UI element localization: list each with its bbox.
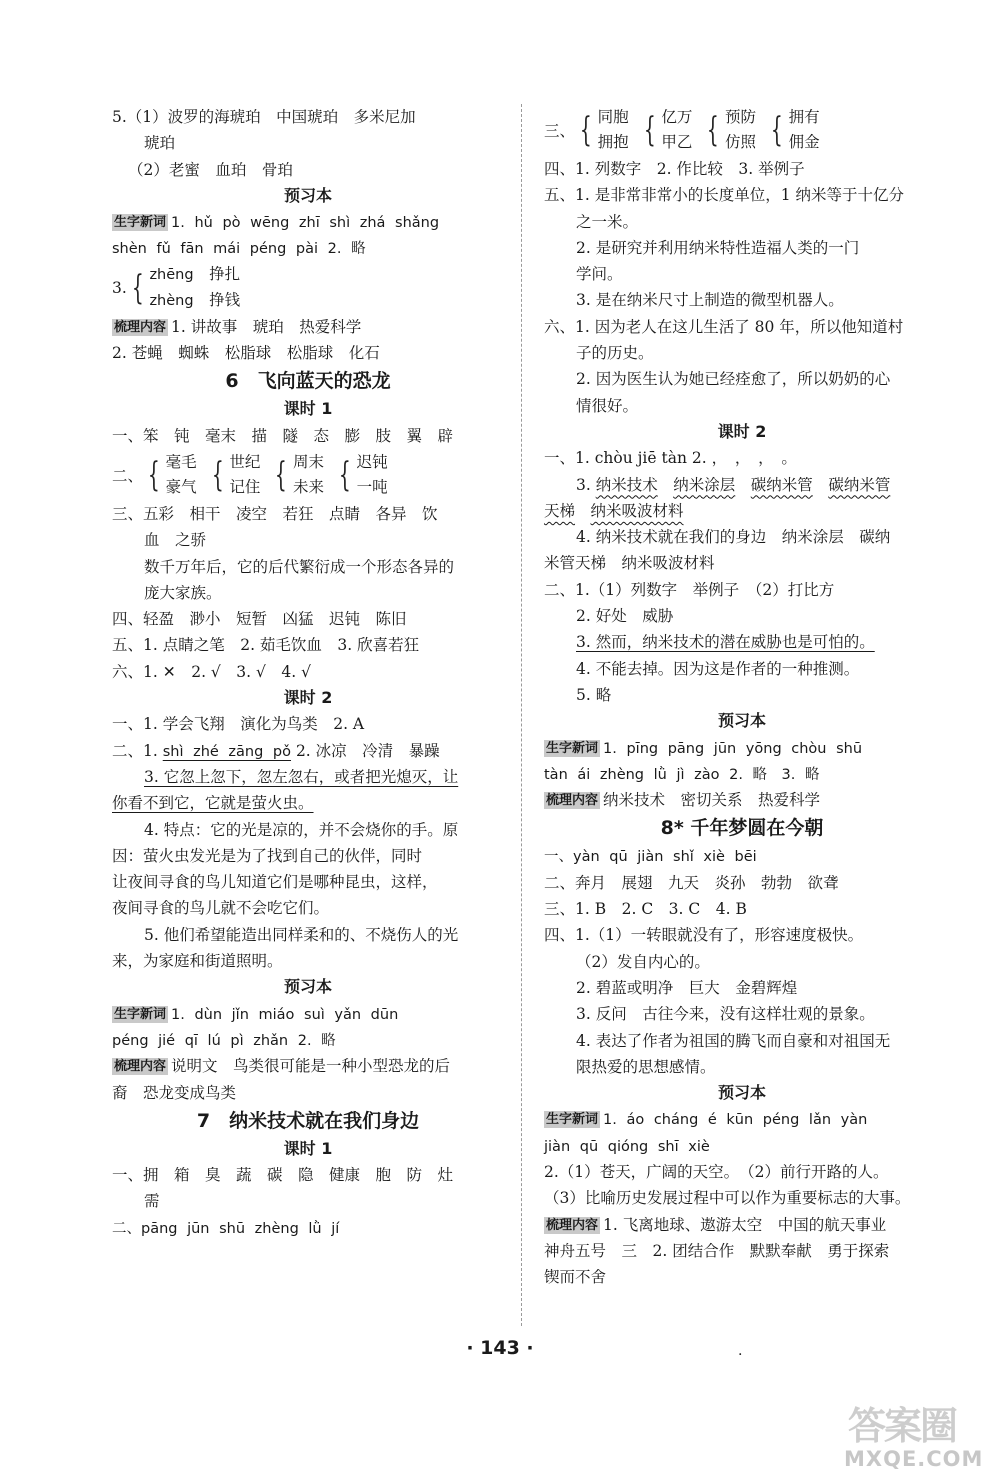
brace-group (143, 450, 197, 500)
answer-line (544, 1133, 940, 1159)
brace-group (575, 105, 629, 155)
tag-new-words: 生字新词 (114, 1006, 167, 1022)
pinyin-text: 1. dùn jǐn miáo suì yǎn dūn (171, 1006, 399, 1023)
tag-content: 梳理内容 (546, 793, 599, 809)
word: 毫毛 (165, 452, 197, 471)
pinyin-text: tàn ái zhèng lǜ jì zào 2. 略 3. 略 (544, 766, 820, 783)
watermark-text: 答案圈 (848, 1403, 957, 1448)
brace-glyph: { (275, 454, 288, 495)
answer-line: 米管天梯 纳米吸波材料 (544, 554, 715, 573)
wavy-underlined-word: 碳纳米管 (750, 475, 813, 494)
answer-line (112, 1001, 504, 1027)
answer-line: 四、1.（1）一转眼就没有了，形容速度极快。 (544, 926, 864, 945)
brace-group (127, 262, 240, 314)
tag-content: 梳理内容 (546, 1217, 599, 1233)
brace-group (270, 450, 324, 500)
word: 拥有 (788, 108, 820, 126)
brace-glyph: { (770, 110, 783, 150)
tag-new-words: 生字新词 (114, 215, 167, 231)
word: 同胞 (597, 108, 629, 126)
answer-line: 你看不到它，它就是萤火虫。 (112, 794, 314, 813)
page-number: · 143 · (466, 1337, 534, 1359)
wavy-underlined-word: 碳纳米管 (828, 475, 891, 494)
answer-line: 数千万年后，它的后代繁衍成一个形态各异的 (144, 557, 455, 576)
answer-line: 一、拥 箱 臭 蔬 碳 隐 健康 胞 防 灶 (112, 1166, 454, 1185)
answer-line: 2. 因为医生认为她已经痊愈了，所以奶奶的心 (576, 370, 891, 389)
answer-line: 琥珀 (144, 134, 176, 153)
section-heading: 预习本 (717, 1083, 766, 1103)
brace-group-row (112, 449, 504, 501)
answer-line: 梳理内容 1. 讲故事 琥珀 热爱科学 (114, 317, 362, 336)
pinyin-text: zhēng (149, 266, 194, 283)
answer-line (544, 735, 940, 761)
pinyin-text: péng jié qī lú pì zhǎn 2. 略 (112, 1032, 336, 1049)
word: 拥抱 (597, 133, 629, 151)
item-number: 3. (112, 278, 127, 297)
section-heading: 预习本 (717, 711, 766, 731)
answer-line (544, 1106, 940, 1132)
answer-line: 二、奔月 展翅 九天 炎孙 勃勃 欲聋 (544, 873, 839, 892)
answer-line: 4. 表达了作者为祖国的腾飞而自豪和对祖国无 (576, 1031, 891, 1050)
answer-line: 四、轻盈 渺小 短暂 凶猛 迟钝 陈旧 (112, 610, 407, 629)
answer-line: 一、1. chòu jiē tàn 2. ， ， ， 。 (544, 449, 797, 468)
answer-line: 4. 不能去掉。因为这是作者的一种推测。 (576, 659, 860, 678)
column-divider (521, 104, 522, 1326)
word: 一吨 (356, 477, 388, 496)
answer-line: 三、五彩 相干 凌空 若狂 点睛 各异 饮 (112, 504, 438, 523)
answer-line: 庞大家族。 (144, 583, 222, 602)
answer-line: 2.（1）苍天，广阔的天空。 （2）前行开路的人。 (544, 1162, 889, 1181)
answer-line (544, 498, 940, 524)
answer-line (544, 761, 940, 787)
word: 记住 (229, 477, 261, 496)
pinyin-text: 1. áo cháng é kūn péng lǎn yàn (603, 1112, 868, 1129)
left-column (112, 104, 504, 1241)
answer-line: （2）老蜜 血珀 骨珀 (128, 160, 293, 179)
tag-new-words: 生字新词 (546, 740, 599, 756)
answer-line: 2. 好处 威胁 (576, 607, 674, 626)
brace-group-row (544, 104, 940, 156)
answer-line (112, 1215, 504, 1241)
brace-glyph: { (707, 110, 720, 150)
answer-line (112, 1027, 504, 1053)
word: 仿照 (724, 133, 756, 151)
section-heading: 预习本 (283, 977, 332, 997)
answer-line: 五、1. 点睛之笔 2. 茹毛饮血 3. 欣喜若狂 (112, 636, 420, 655)
answer-line (544, 843, 940, 869)
answer-line: 需 (144, 1192, 160, 1211)
answer-line: 3. 然而，纳米技术的潜在威胁也是可怕的。 (576, 633, 875, 652)
lesson-title: 8* 千年梦圆在今朝 (660, 817, 824, 840)
brace-group (207, 450, 261, 500)
item-number: 二、 (112, 466, 144, 485)
answer-line: 2. 是研究并利用纳米特性造福人类的一门 (576, 238, 860, 257)
answer-line: 锲而不舍 (544, 1268, 607, 1287)
answer-line: 学问。 (576, 265, 623, 284)
section-heading: 课时 2 (283, 688, 333, 708)
section-heading: 预习本 (283, 185, 332, 205)
answer-line: 4. 纳米技术就在我们的身边 纳米涂层 碳纳 (576, 528, 891, 547)
answer-line: （3）比喻历史发展过程中可以作为重要标志的大事。 (544, 1189, 911, 1208)
answer-line: 让夜间寻食的鸟儿知道它们是哪种昆虫，这样， (112, 873, 438, 892)
answer-line: 二、1.（1）列数字 举例子 （2）打比方 (544, 580, 835, 599)
answer-line: 3. 是在纳米尺寸上制造的微型机器人。 (576, 291, 844, 310)
brace-glyph: { (579, 110, 592, 150)
answer-line: 六、1. 因为老人在这儿生活了 80 年，所以他知道村 (544, 317, 904, 336)
answer-line: 5.（1）波罗的海琥珀 中国琥珀 多米尼加 (112, 108, 416, 126)
answer-line: 神舟五号 三 2. 团结合作 默默奉献 勇于探索 (544, 1241, 890, 1260)
word: 预防 (724, 108, 756, 126)
answer-line: 梳理内容 说明文 鸟类很可能是一种小型恐龙的后 (114, 1057, 451, 1076)
brace-group (334, 450, 388, 500)
brace-glyph: { (147, 454, 160, 495)
answer-line: 2. 苍蝇 蜘蛛 松脂球 松脂球 化石 (112, 344, 380, 363)
word: 亿万 (661, 108, 693, 126)
word: 世纪 (229, 452, 261, 471)
answer-line: 2. 碧蓝或明净 巨大 金碧辉煌 (576, 978, 798, 997)
tag-content: 梳理内容 (114, 319, 167, 335)
answer-line: 四、1. 列数字 2. 作比较 3. 举例子 (544, 160, 805, 178)
section-heading: 课时 1 (283, 399, 333, 419)
answer-line: 子的历史。 (576, 344, 654, 363)
wavy-underlined-word: 纳米吸波材料 (590, 501, 684, 520)
brace-glyph: { (643, 110, 656, 150)
pinyin-text: zhèng (149, 292, 194, 309)
watermark-url: MXQE.COM (844, 1447, 984, 1471)
answer-line: 5. 他们希望能造出同样柔和的、不烧伤人的光 (144, 925, 459, 944)
pinyin-text: 1. hǔ pò wēng zhī shì zhá shǎng (171, 215, 440, 232)
answer-line: 二、1. shì zhé zāng pǒ 2. 冰凉 冷清 暴躁 (112, 741, 440, 760)
watermark-logo (838, 1393, 998, 1479)
brace-glyph: { (211, 454, 224, 495)
answer-line: 3. 纳米技术 纳米涂层 碳纳米管 碳纳米管 (576, 475, 891, 494)
word: 佣金 (788, 133, 820, 151)
brace-group (639, 105, 693, 155)
answer-line: 夜间寻食的鸟儿就不会吃它们。 (112, 899, 330, 918)
wavy-underlined-word: 纳米涂层 (673, 475, 736, 494)
pinyin-text: 一、yàn qū jiàn shǐ xiè bēi (544, 849, 757, 866)
word: 甲乙 (661, 133, 693, 151)
tag-new-words: 生字新词 (546, 1112, 599, 1128)
section-heading: 课时 2 (717, 421, 767, 441)
pinyin-text: shèn fǔ fān mái péng pài 2. 略 (112, 241, 366, 258)
answer-line: 五、1. 是非常非常小的长度单位，1 纳米等于十亿分 (544, 186, 905, 205)
lesson-title: 7 纳米技术就在我们身边 (196, 1109, 420, 1132)
word: 挣钱 (209, 290, 241, 309)
answer-line: （2）发自内心的。 (576, 952, 710, 971)
brace-group (702, 105, 756, 155)
word: 挣扎 (209, 264, 241, 283)
answer-line (112, 209, 504, 235)
answer-line: 血 之骄 (144, 531, 207, 550)
pinyin-text: 1. pīng pāng jūn yōng chòu shū (603, 740, 863, 757)
word: 未来 (292, 477, 324, 496)
answer-line: 梳理内容 纳米技术 密切关系 热爱科学 (546, 791, 821, 810)
word: 周末 (292, 452, 324, 471)
answer-line: 一、1. 学会飞翔 演化为鸟类 2. A (112, 715, 365, 734)
section-heading: 课时 1 (283, 1138, 333, 1158)
answer-line: 5. 略 (576, 685, 612, 704)
brace-glyph: { (131, 267, 144, 308)
pinyin-text: jiàn qū qióng shī xiè (544, 1138, 710, 1155)
word: 迟钝 (356, 452, 388, 471)
answer-line: 裔 恐龙变成鸟类 (112, 1083, 237, 1102)
answer-line: 3. 反问 古往今来，没有这样壮观的景象。 (576, 1005, 875, 1024)
answer-line: 情很好。 (576, 396, 639, 415)
answer-line (112, 235, 504, 261)
pinyin-text: 二、pāng jūn shū zhèng lǜ jí (112, 1220, 340, 1237)
answer-line: 限热爱的思想感情。 (576, 1057, 716, 1076)
answer-line: 三、1. B 2. C 3. C 4. B (544, 900, 747, 919)
answer-line: 六、1. ✕ 2. √ 3. √ 4. √ (112, 662, 311, 681)
word: 豪气 (165, 477, 197, 496)
stray-dot: . (738, 1343, 743, 1359)
answer-line: 因：萤火虫发光是为了找到自己的伙伴，同时 (112, 846, 423, 865)
wavy-underlined-word: 天梯 (544, 501, 576, 520)
answer-line: 之一米。 (576, 212, 639, 231)
wavy-underlined-word: 纳米技术 (595, 475, 658, 494)
brace-glyph: { (338, 454, 351, 495)
item-number: 三、 (544, 122, 576, 140)
answer-line: 4. 特点：它的光是凉的，并不会烧你的手。原 (144, 820, 459, 839)
answer-line: 3. 它忽上忽下，忽左忽右，或者把光熄灭，让 (144, 767, 459, 786)
pinyin-text: shì zhé zāng pǒ (162, 743, 292, 760)
right-column (544, 104, 940, 1290)
answer-line: 一、笨 钝 毫末 描 隧 态 膨 肢 翼 辟 (112, 426, 454, 445)
brace-group-row (112, 262, 504, 314)
answer-line: 来，为家庭和街道照明。 (112, 952, 283, 971)
lesson-title: 6 飞向蓝天的恐龙 (225, 370, 391, 393)
answer-line: 梳理内容 1. 飞离地球、遨游太空 中国的航天事业 (546, 1215, 887, 1234)
tag-content: 梳理内容 (114, 1059, 167, 1075)
brace-group (766, 105, 820, 155)
